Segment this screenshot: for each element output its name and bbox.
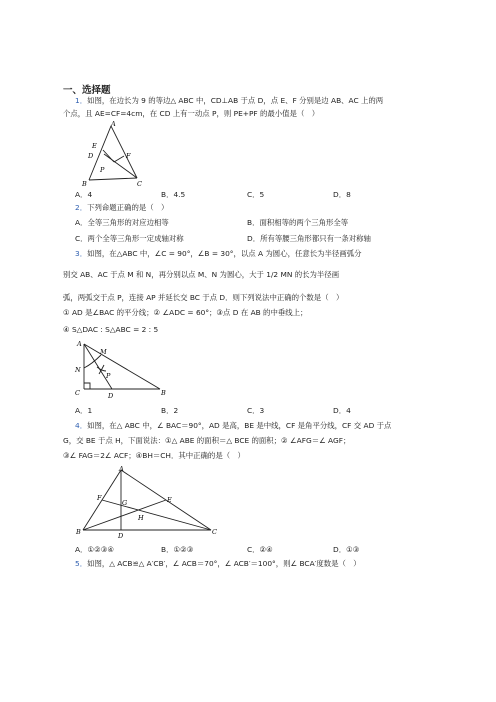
q4-label-f: F [97, 494, 102, 502]
q4-line-1 [75, 420, 391, 431]
q1-segment-pe [103, 150, 114, 162]
q1-side-bc [89, 178, 137, 180]
q1-option-c[interactable]: C．5 [247, 190, 265, 199]
q4-label-a: A [119, 465, 124, 473]
q3-side-ab [84, 344, 160, 389]
q1-number: 1． [75, 96, 88, 105]
q3-segment-ad [84, 344, 112, 389]
q1-option-b[interactable]: B．4.5 [161, 190, 186, 199]
section-title: 一、选择题 [63, 85, 111, 96]
q3-figure [70, 338, 182, 400]
q1-label-p: P [100, 166, 105, 174]
q1-figure [80, 120, 150, 188]
q4-option-b[interactable]: B．①②③ [161, 545, 194, 554]
q4-label-b: B [76, 528, 81, 536]
q3-label-b: B [161, 389, 166, 397]
q3-line-2: 别交 AB、AC 于点 M 和 N，再分别以点 M、N 为圆心，大于 1/2 MN 的长为半径画 [63, 270, 340, 279]
q3-line-4: ① AD 是∠BAC 的平分线；② ∠ADC = 60°；③点 D 在 AB 的中垂线上； [63, 308, 308, 317]
q1-option-a[interactable]: A．4 [75, 190, 93, 199]
q3-line-1 [75, 248, 362, 259]
q4-line-2: G，交 BE 于点 H，下面说法：①△ ABE 的面积＝△ BCE 的面积；② ∠AFG＝∠ AGF； [63, 436, 351, 445]
q4-option-d[interactable]: D．①③ [333, 545, 360, 554]
q4-line-3: ③∠ FAG＝2∠ ACF；④BH＝CH．其中正确的是（ ） [63, 451, 245, 460]
q1-label-c: C [137, 180, 142, 188]
q2-text: 下列命题正确的是（ ） [87, 203, 169, 212]
q1-label-b: B [82, 180, 87, 188]
q1-line-2: 个点，且 AE=CF=4cm，在 CD 上有一动点 P，则 PE+PF 的最小值是（ ） [63, 109, 320, 118]
q4-figure [75, 464, 225, 539]
q2-option-c[interactable]: C．两个全等三角形一定成轴对称 [75, 234, 184, 243]
q3-option-a[interactable]: A．1 [75, 406, 93, 415]
q1-text-1: 如图，在边长为 9 的等边△ ABC 中，CD⊥AB 于点 D，点 E、F 分别是边 AB、AC 上的两 [87, 96, 384, 105]
q1-line-1 [75, 95, 383, 106]
q3-label-p: P [106, 372, 111, 380]
q2-option-d[interactable]: D．所有等腰三角形都只有一条对称轴 [247, 234, 371, 243]
q3-option-d[interactable]: D．4 [333, 406, 351, 415]
q1-side-ac [111, 126, 137, 178]
q4-label-h: H [138, 514, 144, 522]
q2-stem [75, 202, 168, 213]
q3-option-c[interactable]: C．3 [247, 406, 265, 415]
q3-option-b[interactable]: B．2 [161, 406, 179, 415]
q2-option-a[interactable]: A．全等三角形的对应边相等 [75, 218, 169, 227]
q3-line-3: 弧，两弧交于点 P，连接 AP 并延长交 BC 于点 D．则下列说法中正确的个数是（ ） [63, 293, 344, 302]
q3-line-5: ④ S△DAC : S△ABC = 2 : 5 [63, 325, 159, 334]
q1-label-d: D [88, 152, 94, 160]
q3-right-angle-mark [84, 383, 90, 389]
q1-label-a: A [111, 120, 116, 128]
q1-segment-pf [114, 156, 124, 162]
q4-label-c: C [212, 528, 217, 536]
q3-label-d: D [108, 392, 114, 400]
q5-stem [75, 558, 361, 569]
q4-option-c[interactable]: C．②④ [247, 545, 273, 554]
q4-label-g: G [122, 499, 128, 507]
q3-label-m: M [100, 348, 107, 356]
q1-label-f: F [126, 152, 131, 160]
q4-bisector-cf [102, 500, 211, 530]
q4-number: 4． [75, 421, 88, 430]
q4-option-a[interactable]: A．①②③④ [75, 545, 114, 554]
q3-label-a: A [77, 340, 82, 348]
q5-number: 5． [75, 559, 88, 568]
q3-label-n: N [75, 366, 81, 374]
q1-option-d[interactable]: D．8 [333, 190, 351, 199]
q2-number: 2． [75, 203, 88, 212]
q4-label-e: E [167, 496, 172, 504]
q3-number: 3． [75, 249, 88, 258]
q3-text-1: 如图，在△ABC 中，∠C = 90°，∠B = 30°，以点 A 为圆心，任意长为半径画弧分 [87, 249, 362, 258]
q4-text-1: 如图，在△ ABC 中，∠ BAC＝90°，AD 是高，BE 是中线，CF 是角平分线，CF 交 AD 于点 [87, 421, 392, 430]
q1-label-e: E [92, 142, 97, 150]
q4-label-d: D [118, 532, 124, 539]
q2-option-b[interactable]: B．面积相等的两个三角形全等 [247, 218, 349, 227]
q5-text: 如图，△ ACB≌△ A′CB′，∠ ACB＝70°，∠ ACB′＝100°，则∠ BCA′度数是（ ） [87, 559, 361, 568]
q3-label-c: C [75, 389, 80, 397]
